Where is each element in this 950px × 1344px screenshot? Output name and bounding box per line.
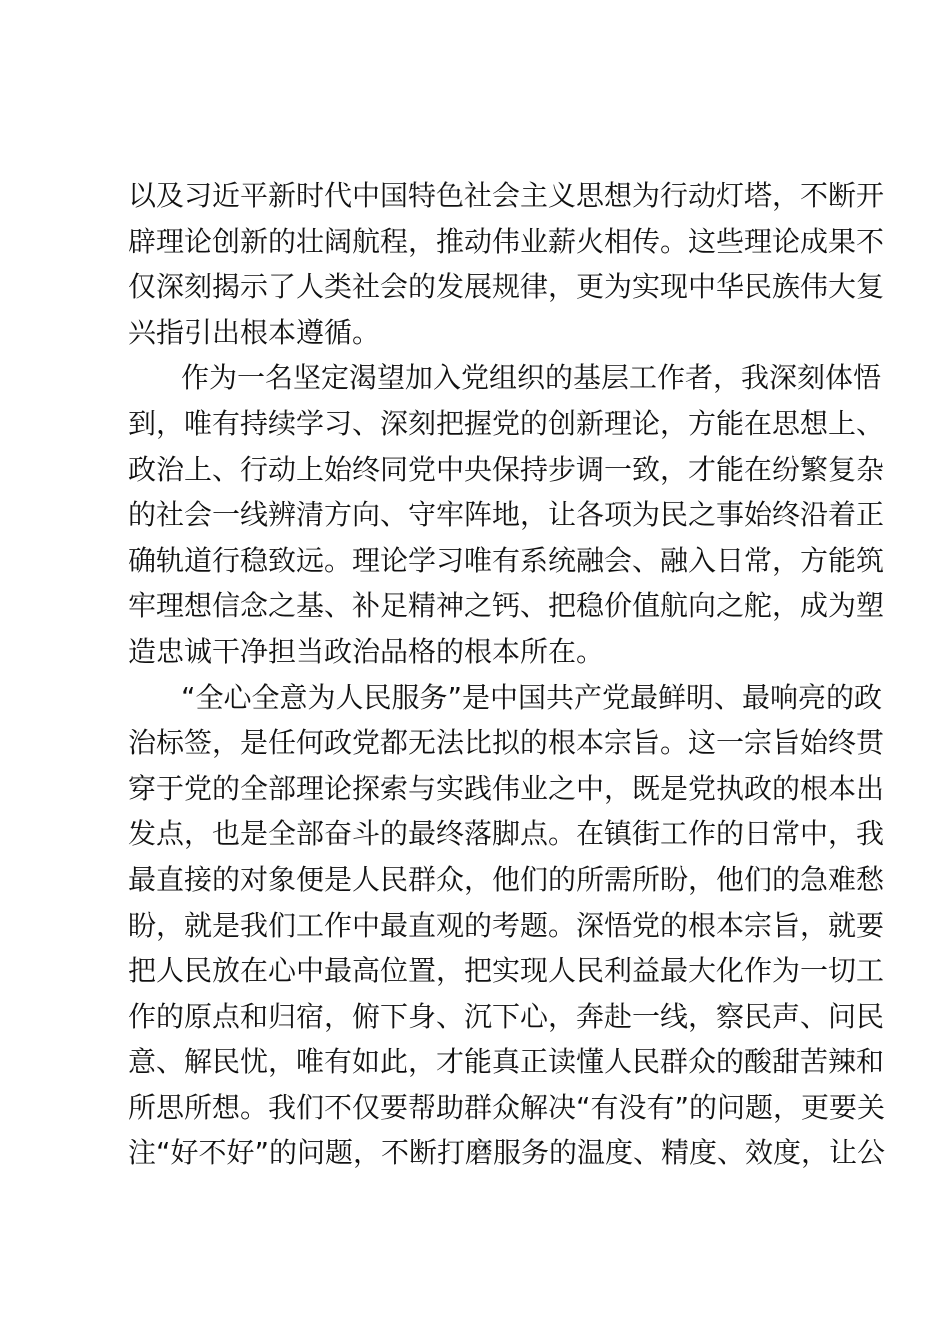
text-line: 作的原点和归宿，俯下身、沉下心，奔赴一线，察民声、问民	[128, 999, 885, 1033]
text-line: 政治上、行动上始终同党中央保持步调一致，才能在纷繁复杂	[128, 452, 885, 486]
text-line: 到，唯有持续学习、深刻把握党的创新理论，方能在思想上、	[128, 406, 885, 440]
text-line: 意、解民忧，唯有如此，才能真正读懂人民群众的酸甜苦辣和	[128, 1045, 885, 1079]
text-line: 兴指引出根本遵循。	[128, 315, 381, 349]
text-line: 盼，就是我们工作中最直观的考题。深悟党的根本宗旨，就要	[128, 908, 885, 942]
text-line: 把人民放在心中最高位置，把实现人民利益最大化作为一切工	[128, 954, 885, 988]
text-line: 的社会一线辨清方向、守牢阵地，让各项为民之事始终沿着正	[128, 498, 885, 532]
text-line: 造忠诚干净担当政治品格的根本所在。	[128, 634, 605, 668]
text-line: 仅深刻揭示了人类社会的发展规律，更为实现中华民族伟大复	[128, 270, 885, 304]
text-line: 以及习近平新时代中国特色社会主义思想为行动灯塔，不断开	[128, 179, 885, 212]
text-line: 注“好不好”的问题，不断打磨服务的温度、精度、效度，让公	[128, 1136, 886, 1170]
text-line: 穿于党的全部理论探索与实践伟业之中，既是党执政的根本出	[128, 771, 885, 805]
text-line: 辟理论创新的壮阔航程，推动伟业薪火相传。这些理论成果不	[128, 224, 885, 258]
paragraph-2	[128, 355, 885, 674]
text-line: 所思所想。我们不仅要帮助群众解决“有没有”的问题，更要关	[128, 1090, 886, 1124]
text-line: 治标签，是任何政党都无法比拟的根本宗旨。这一宗旨始终贯	[128, 726, 885, 760]
text-line: 发点，也是全部奋斗的最终落脚点。在镇街工作的日常中，我	[128, 817, 885, 851]
text-line: 牢理想信念之基、补足精神之钙、把稳价值航向之舵，成为塑	[128, 589, 885, 623]
text-line: 作为一名坚定渴望加入党组织的基层工作者，我深刻体悟	[181, 361, 882, 395]
paragraph-1	[128, 173, 885, 355]
text-line: 确轨道行稳致远。理论学习唯有系统融会、融入日常，方能筑	[128, 543, 885, 577]
text-line: “全心全意为人民服务”是中国共产党最鲜明、最响亮的政	[181, 680, 883, 714]
paragraph-3	[128, 675, 886, 1177]
document-body	[128, 173, 886, 1176]
text-line: 最直接的对象便是人民群众，他们的所需所盼，他们的急难愁	[128, 862, 885, 896]
